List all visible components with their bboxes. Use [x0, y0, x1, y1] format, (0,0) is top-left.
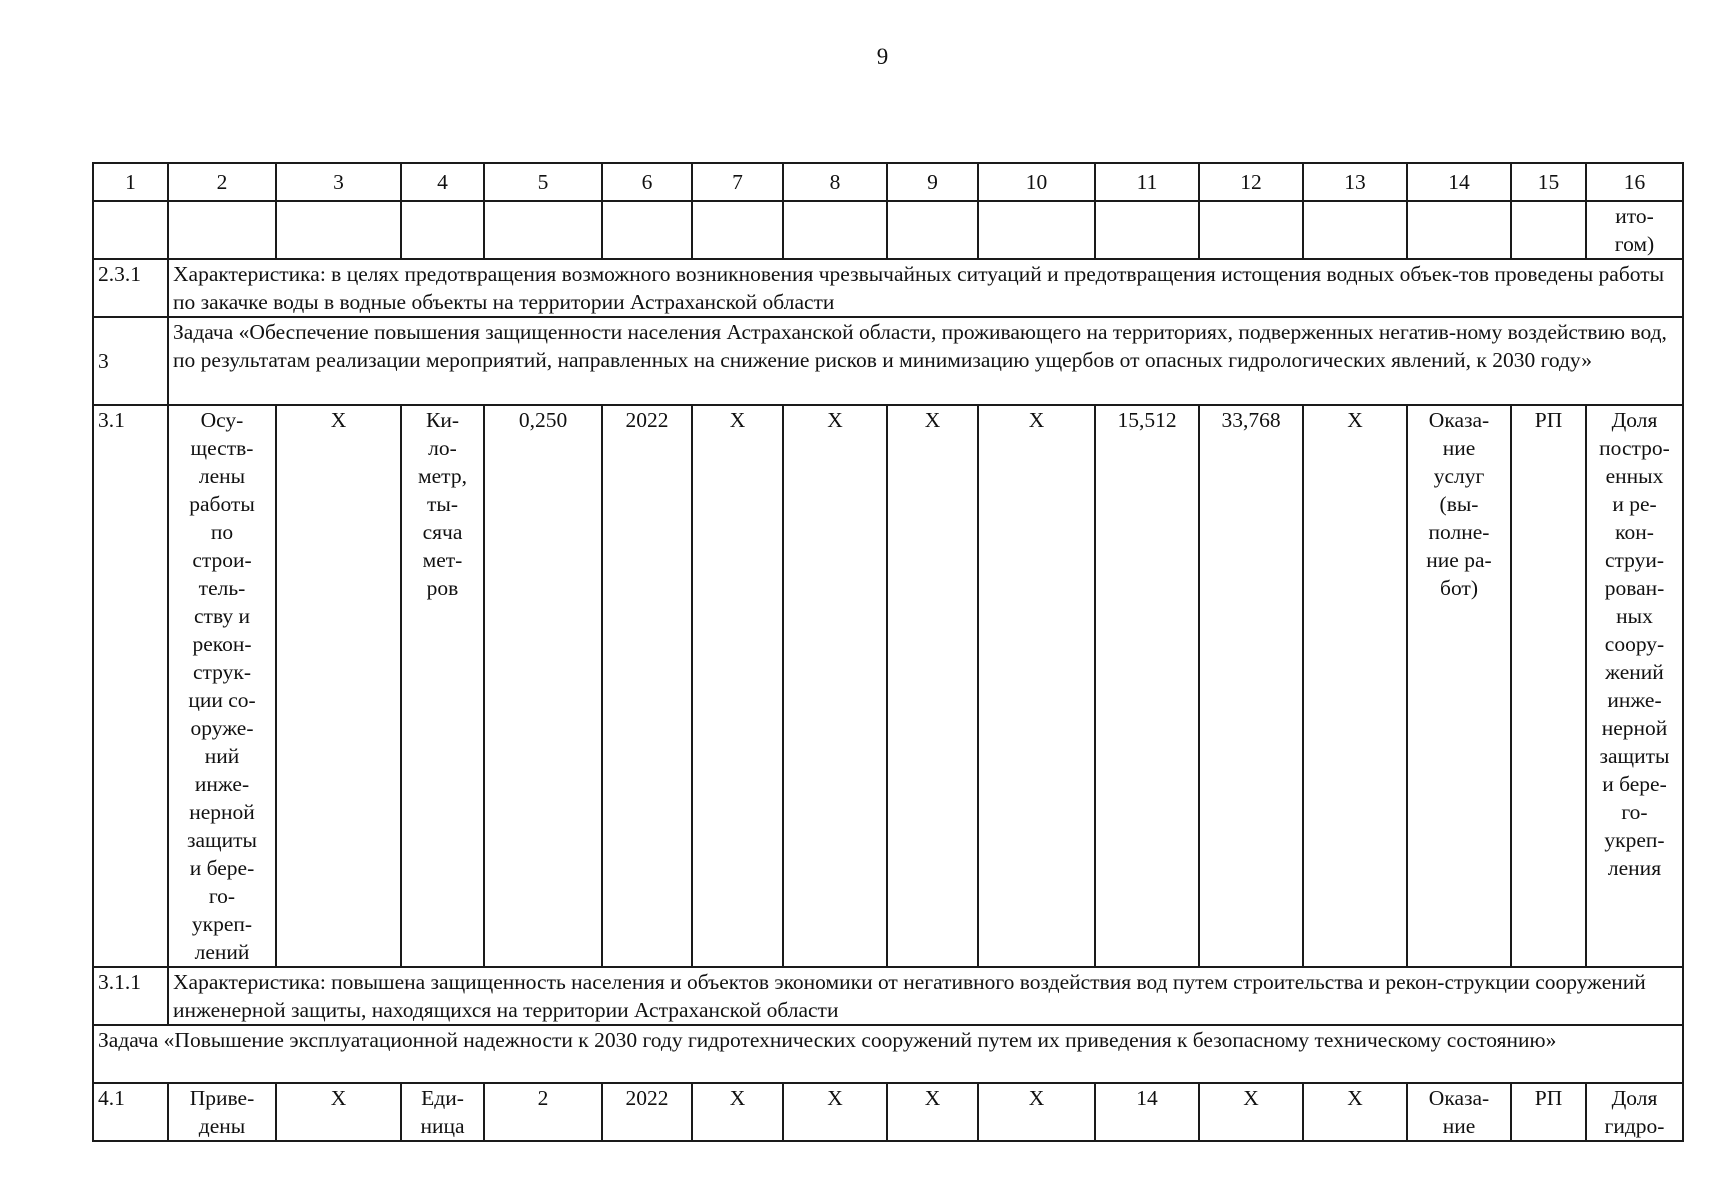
- cell-col-13: X: [1303, 1083, 1407, 1141]
- row-number: 3.1.1: [93, 967, 168, 1025]
- indicator-name: Приве- дены: [168, 1083, 276, 1141]
- row-3-1: [93, 405, 1683, 967]
- characteristic-text: Характеристика: повышена защищенность населения и объектов экономики от негативного воздействия вод путем строительства и рекон-струкции сооружений инженерной защиты, находящихся на территории Астраханской области: [168, 967, 1683, 1025]
- row-4-1: [93, 1083, 1683, 1141]
- column-number-row: [93, 163, 1683, 201]
- base-value: 2: [484, 1083, 602, 1141]
- continuation-text: ито- гом): [1586, 201, 1683, 259]
- header-cell: 7: [692, 163, 783, 201]
- unit-of-measure: Еди- ница: [401, 1083, 484, 1141]
- row-number: 4.1: [93, 1083, 168, 1141]
- characteristic-text: Характеристика: в целях предотвращения возможного возникновения чрезвычайных ситуаций и предотвращения истощения водных объек-тов проведены работы по закачке воды в водные объекты на территории Астраханской области: [168, 259, 1683, 317]
- cell-col-11: 14: [1095, 1083, 1199, 1141]
- base-year: 2022: [602, 405, 692, 967]
- row-task-4: [93, 1025, 1683, 1083]
- cell-col-8: X: [783, 1083, 887, 1141]
- cell-col-3: X: [276, 1083, 401, 1141]
- event-type: Оказа- ние услуг (вы- полне- ние ра- бот): [1407, 405, 1511, 967]
- header-cell: 11: [1095, 163, 1199, 201]
- unit-of-measure: Ки- ло- метр, ты- сяча мет- ров: [401, 405, 484, 967]
- header-cell: 6: [602, 163, 692, 201]
- header-cell: 16: [1586, 163, 1683, 201]
- cell-col-15: РП: [1511, 1083, 1586, 1141]
- cell-col-13: X: [1303, 405, 1407, 967]
- cell-col-10: X: [978, 1083, 1095, 1141]
- cell-col-10: X: [978, 405, 1095, 967]
- row-number: 3.1: [93, 405, 168, 967]
- header-cell: 3: [276, 163, 401, 201]
- cell-col-7: X: [692, 405, 783, 967]
- cell-col-15: РП: [1511, 405, 1586, 967]
- continuation-row: [93, 201, 1683, 259]
- page-number: 9: [876, 44, 889, 69]
- header-cell: 12: [1199, 163, 1303, 201]
- cell-col-11: 15,512: [1095, 405, 1199, 967]
- row-number: 2.3.1: [93, 259, 168, 317]
- row-number: 3: [93, 317, 168, 405]
- linked-indicator: Доля гидро-: [1586, 1083, 1683, 1141]
- header-cell: 10: [978, 163, 1095, 201]
- row-2-3-1: [93, 259, 1683, 317]
- indicators-table: [92, 162, 1684, 1142]
- header-cell: 15: [1511, 163, 1586, 201]
- base-value: 0,250: [484, 405, 602, 967]
- header-cell: 14: [1407, 163, 1511, 201]
- header-cell: 13: [1303, 163, 1407, 201]
- base-year: 2022: [602, 1083, 692, 1141]
- row-task-3: [93, 317, 1683, 405]
- event-type: Оказа- ние: [1407, 1083, 1511, 1141]
- indicator-name: Осу- ществ- лены работы по строи- тель- ству и рекон- струк- ции со- оруже- ний инже- нерной защиты и бере- го- укреп- лений: [168, 405, 276, 967]
- header-cell: 1: [93, 163, 168, 201]
- cell-col-8: X: [783, 405, 887, 967]
- header-cell: 2: [168, 163, 276, 201]
- cell-col-12: 33,768: [1199, 405, 1303, 967]
- header-cell: 8: [783, 163, 887, 201]
- header-cell: 5: [484, 163, 602, 201]
- linked-indicator: Доля постро- енных и ре- кон- струи- рован- ных соору- жений инже- нерной защиты и бере- го- укреп- ления: [1586, 405, 1683, 967]
- header-cell: 4: [401, 163, 484, 201]
- task-text: Задача «Обеспечение повышения защищенности населения Астраханской области, проживающего на территориях, подверженных негатив-ному воздействию вод, по результатам реализации мероприятий, направленных на снижение рисков и минимизацию ущербов от опасных гидрологических явлений, к 2030 году»: [168, 317, 1683, 405]
- cell-col-12: X: [1199, 1083, 1303, 1141]
- row-3-1-1: [93, 967, 1683, 1025]
- header-cell: 9: [887, 163, 978, 201]
- cell-col-7: X: [692, 1083, 783, 1141]
- cell-col-3: X: [276, 405, 401, 967]
- task-text: Задача «Повышение эксплуатационной надежности к 2030 году гидротехнических сооружений путем их приведения к безопасному техническому состоянию»: [93, 1025, 1683, 1083]
- cell-col-9: X: [887, 1083, 978, 1141]
- cell-col-9: X: [887, 405, 978, 967]
